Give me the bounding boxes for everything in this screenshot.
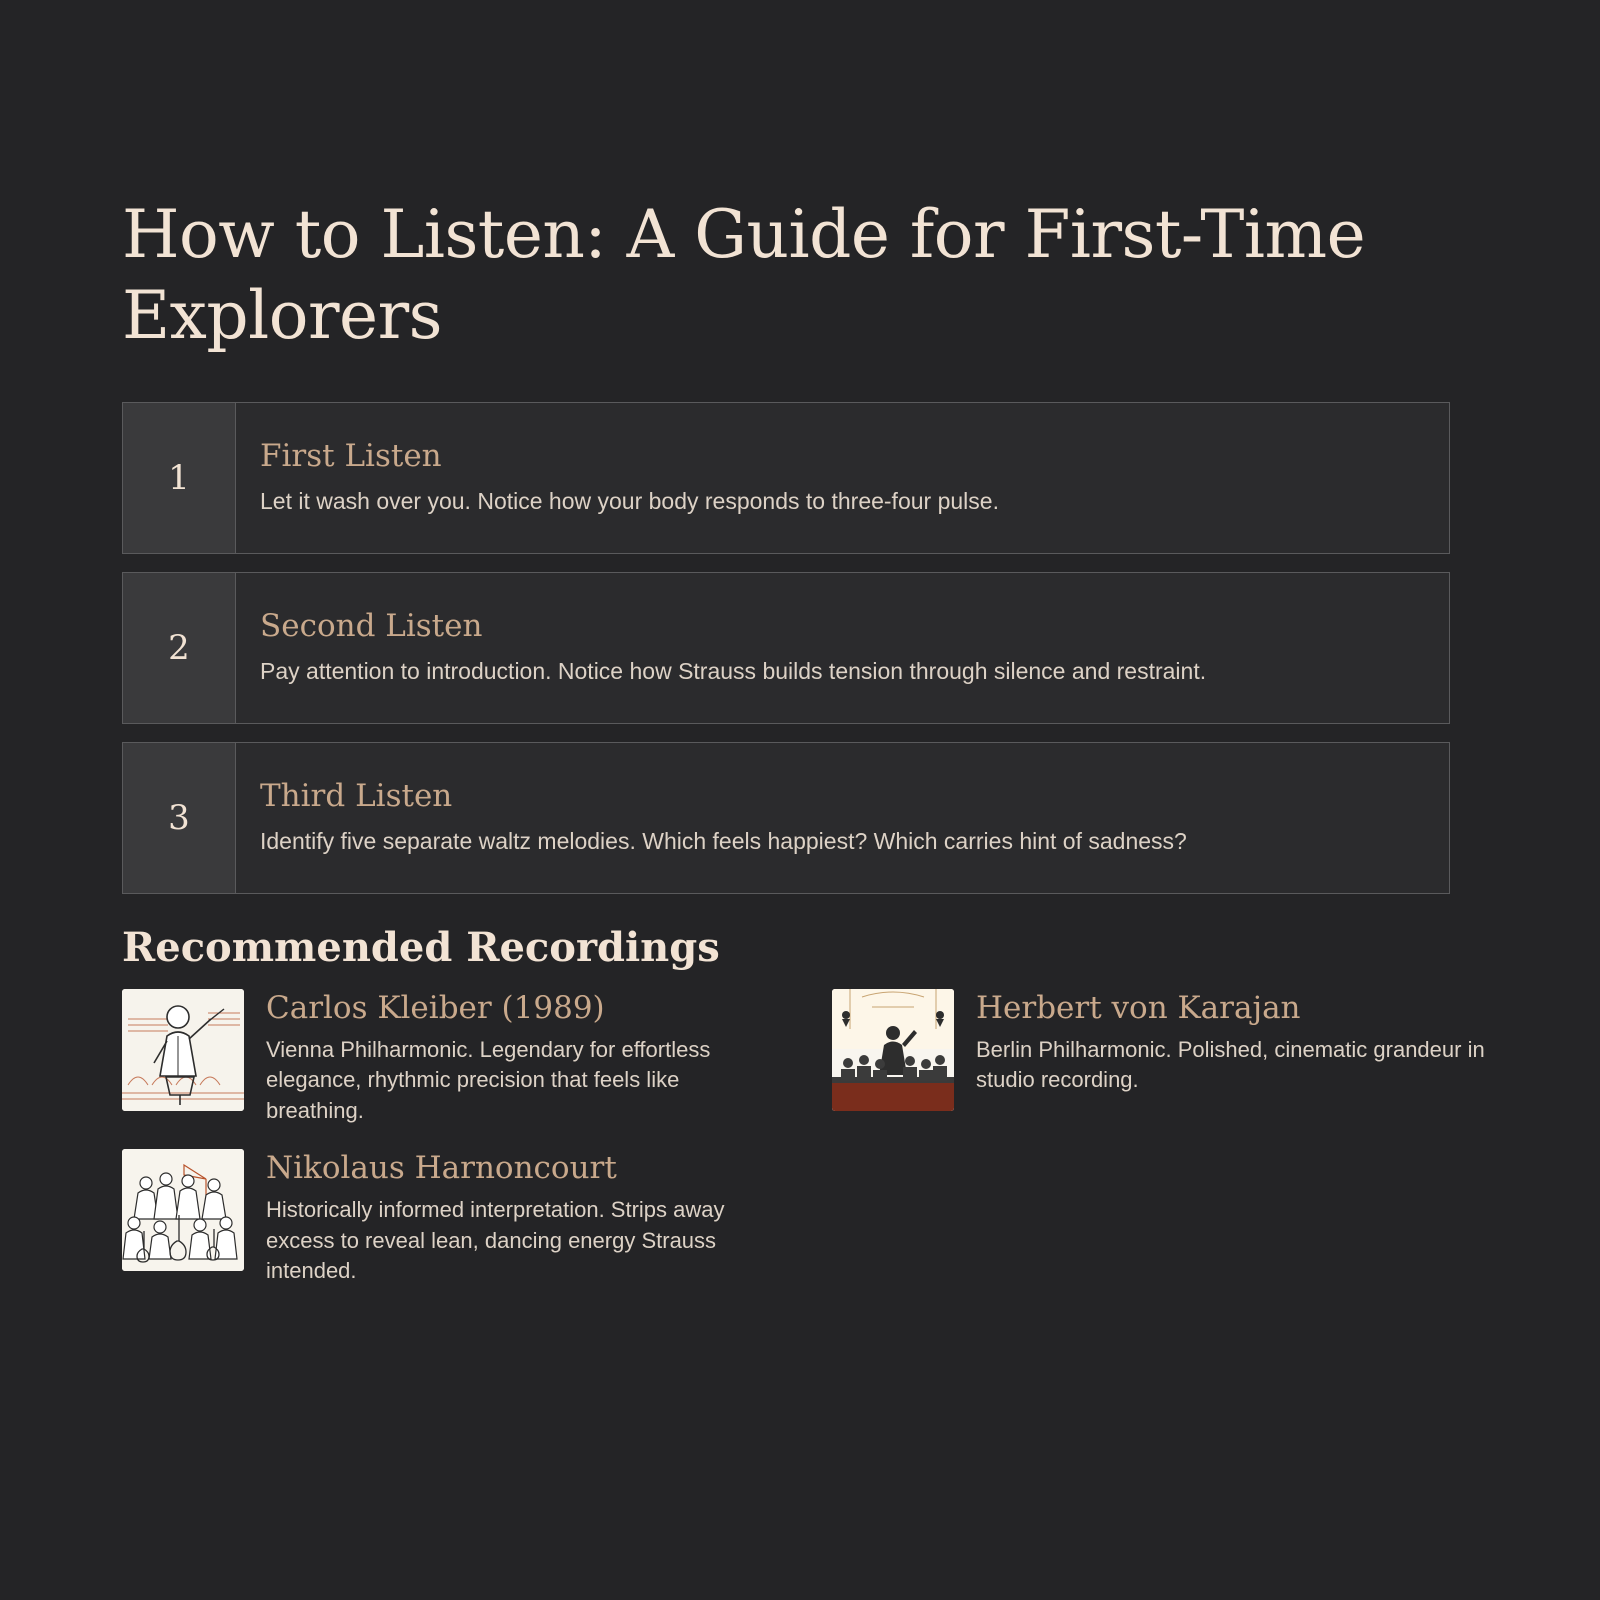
recording-item-3[interactable] [122,1149,812,1287]
step-text-1: Let it wash over you. Notice how your body responds to three-four pulse. [260,487,999,514]
step-text-3: Identify five separate waltz melodies. Which feels happiest? Which carries hint of sadness? [260,827,1187,854]
page-title: How to Listen: A Guide for First-Time Explorers [122,196,1366,354]
step-text-2: Pay attention to introduction. Notice how Strauss builds tension through silence and restraint. [260,657,1207,684]
step-card-2 [122,572,1450,724]
recording-name-2: Herbert von Karajan [976,990,1301,1027]
conductor-on-stage-icon [832,989,954,1111]
recording-name-3: Nikolaus Harnoncourt [266,1150,617,1187]
recording-item-1[interactable] [122,989,812,1127]
recording-description-1: Vienna Philharmonic. Legendary for effortless elegance, rhythmic precision that feels like breathing. [266,1036,711,1124]
recording-info-3 [266,1149,776,1287]
step-body-2 [236,573,1238,723]
recording-name-1: Carlos Kleiber (1989) [266,990,605,1027]
recording-description-3: Historically informed interpretation. Strips away excess to reveal lean, dancing energy Strauss intended. [266,1196,725,1284]
step-number-3: 3 [123,743,236,893]
recording-info-2 [976,989,1496,1096]
recommended-recordings-heading: Recommended Recordings [122,924,720,972]
step-number-2: 2 [123,573,236,723]
step-title-1: First Listen [260,437,442,474]
listening-steps-list [122,402,1450,894]
step-title-3: Third Listen [260,777,453,814]
recommended-recordings-grid [122,989,1485,1287]
orchestra-ensemble-icon [122,1149,244,1271]
step-card-1 [122,402,1450,554]
step-card-3 [122,742,1450,894]
step-title-2: Second Listen [260,607,483,644]
recording-item-2[interactable] [832,989,1522,1127]
step-number-1: 1 [123,403,236,553]
step-body-3 [236,743,1219,893]
recording-info-1 [266,989,776,1127]
recording-description-2: Berlin Philharmonic. Polished, cinematic grandeur in studio recording. [976,1036,1485,1093]
conductor-portrait-icon [122,989,244,1111]
step-body-1 [236,403,1031,553]
